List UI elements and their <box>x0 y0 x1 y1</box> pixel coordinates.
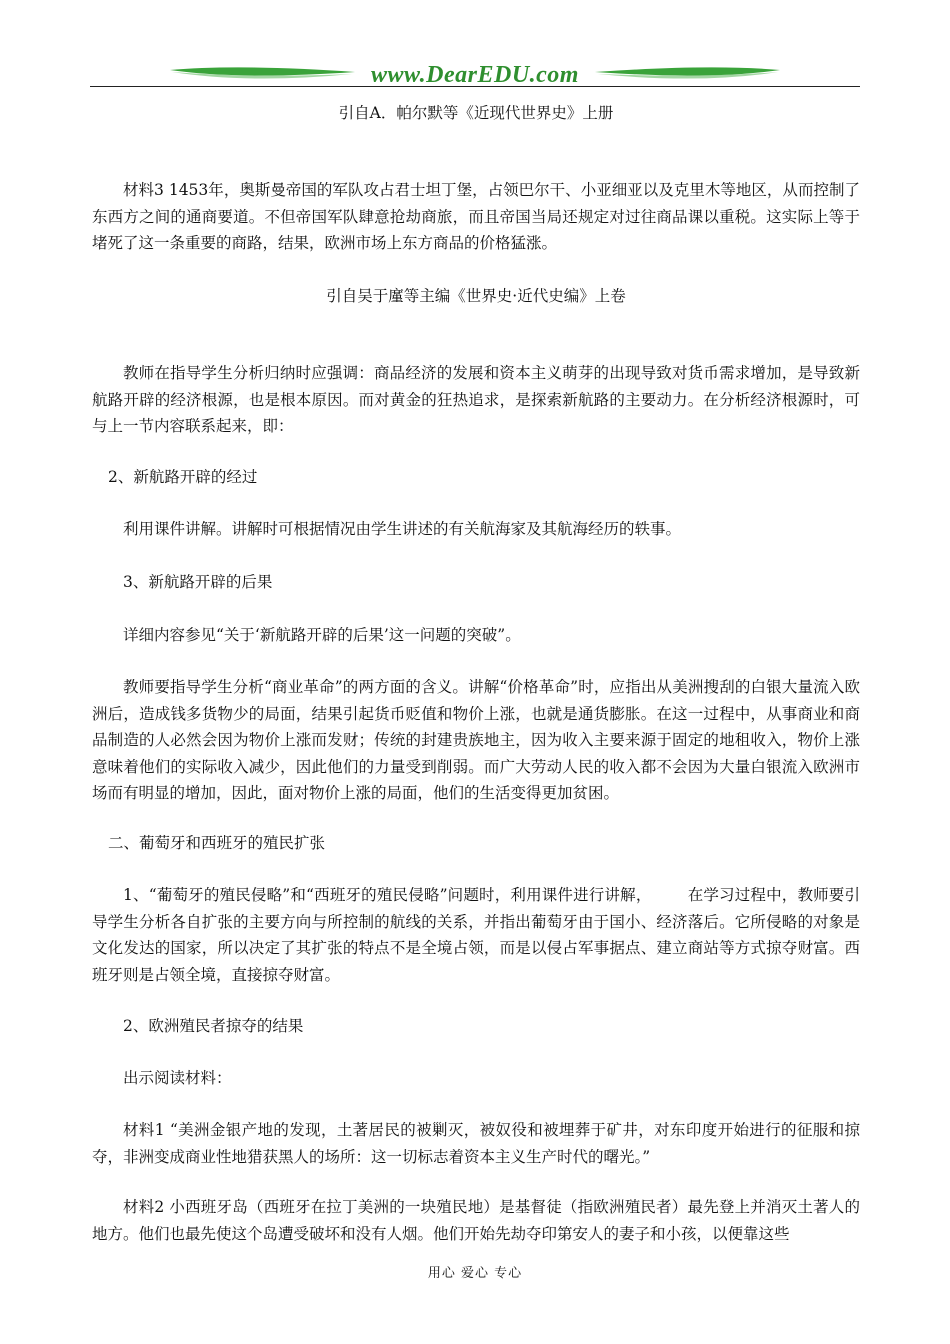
site-brand-logo: www.DearEDU.com <box>371 62 579 88</box>
colonial-aggression-intro: 1、“葡萄牙的殖民侵略”和“西班牙的殖民侵略”问题时，利用课件进行讲解， <box>123 886 652 904</box>
colonial-aggression-analysis: 在学习过程中，教师要引导学生分析各自扩张的主要方向与所控制的航线的关系，并指出葡萄牙由于国小、经济落后。它所侵略的对象是文化发达的国家，所以决定了其扩张的特点不是全境占领，而是以侵占军事据点、建立商站等方式掠夺财富。西班牙则是占领全境，直接掠夺财富。 <box>92 886 860 984</box>
teacher-note-commercial-revolution: 教师要指导学生分析“商业革命”的两方面的含义。讲解“价格革命”时，应指出从美洲搜刮的白银大量流入欧洲后，造成钱多货物少的局面，结果引起货币贬值和物价上涨，也就是通货膨胀。在这一过程中，从事商业和商品制造的人必然会因为物价上涨而发财；传统的封建贵族地主，因为收入主要来源于固定的地租收入，物价上涨意味着他们的实际收入减少，因此他们的力量受到削弱。而广大劳动人民的收入都不会因为大量白银流入欧洲市场而有明显的增加，因此，面对物价上涨的局面，他们的生活变得更加贫困。 <box>92 678 860 802</box>
heading-plunder-results: 2、欧洲殖民者掠夺的结果 <box>123 1017 304 1035</box>
detail-reference-note: 详细内容参见“关于‘新航路开辟的后果’这一问题的突破”。 <box>123 626 521 644</box>
header-divider <box>90 86 860 87</box>
citation-palmer: 引自A．帕尔默等《近现代世界史》上册 <box>338 104 614 122</box>
heading-route-consequences: 3、新航路开辟的后果 <box>123 573 273 591</box>
citation-wu-yujin: 引自吴于廑等主编《世界史·近代史编》上卷 <box>326 287 626 305</box>
site-header-banner <box>90 60 860 94</box>
material-2-paragraph: 材料2 小西班牙岛（西班牙在拉丁美洲的一块殖民地）是基督徒（指欧洲殖民者）最先登上并消灭土著人的地方。他们也最先使这个岛遭受破坏和没有人烟。他们开始先劫夺印第安人的妻子和小孩，以便靠这些 <box>92 1198 860 1243</box>
colonial-aggression-paragraph <box>92 882 860 988</box>
section-heading-colonial-expansion: 二、葡萄牙和西班牙的殖民扩张 <box>108 834 326 852</box>
material-3-paragraph: 材料3 1453年，奥斯曼帝国的军队攻占君士坦丁堡，占领巴尔干、小亚细亚以及克里木等地区，从而控制了东西方之间的通商要道。不但帝国军队肆意抢劫商旅，而且帝国当局还规定对过往商品课以重税。这实际上等于堵死了这一条重要的商路，结果，欧洲市场上东方商品的价格猛涨。 <box>92 181 860 252</box>
show-reading-material: 出示阅读材料： <box>123 1069 232 1087</box>
footer-slogan: 用心 爱心 专心 <box>427 1266 523 1281</box>
heading-route-opening-process: 2、新航路开辟的经过 <box>108 468 258 486</box>
courseware-note: 利用课件讲解。讲解时可根据情况由学生讲述的有关航海家及其航海经历的轶事。 <box>123 520 682 538</box>
teacher-note-economic-roots: 教师在指导学生分析归纳时应强调：商品经济的发展和资本主义萌芽的出现导致对货币需求增加，是导致新航路开辟的经济根源，也是根本原因。而对黄金的狂热追求，是探索新航路的主要动力。在分析经济根源时，可与上一节内容联系起来，即： <box>92 364 860 435</box>
material-1-paragraph: 材料1 “美洲金银产地的发现，土著居民的被剿灭，被奴役和被埋葬于矿井，对东印度开始进行的征服和掠夺，非洲变成商业性地猎获黑人的场所：这一切标志着资本主义生产时代的曙光。” <box>92 1121 860 1166</box>
